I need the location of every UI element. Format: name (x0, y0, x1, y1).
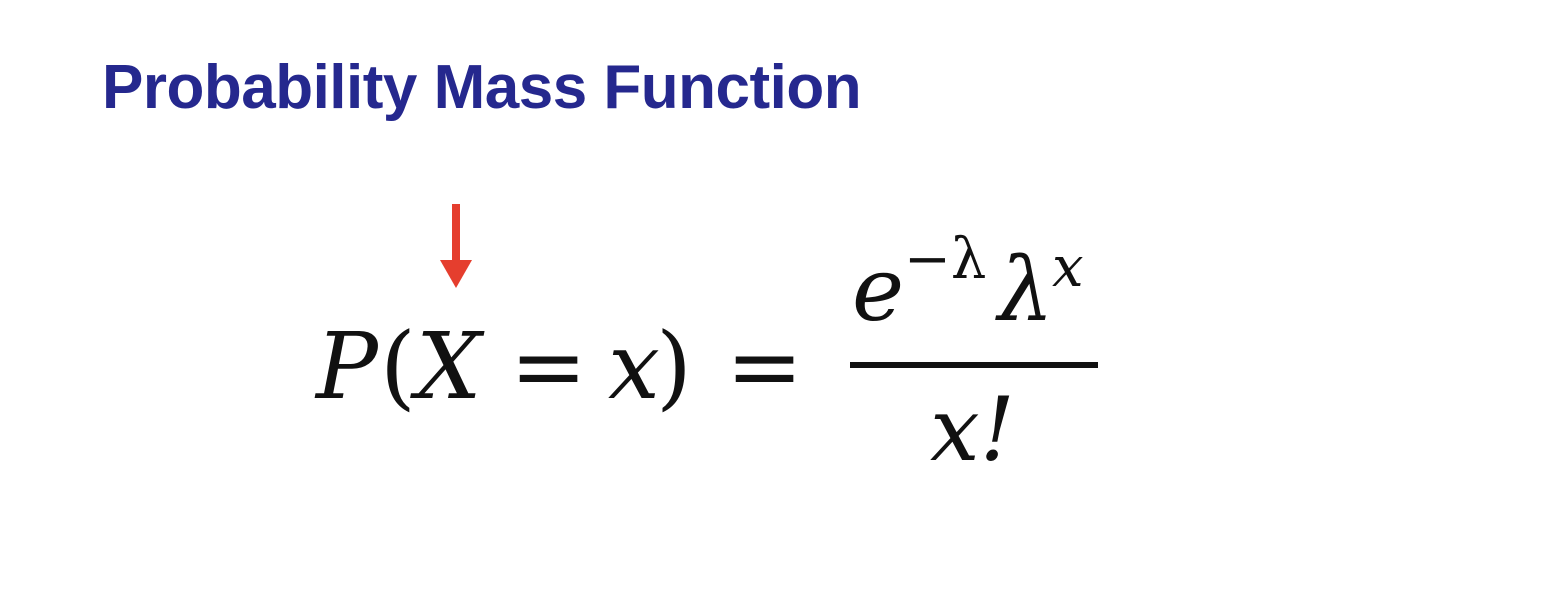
eq-close-paren: ) (656, 313, 692, 420)
eq-numerator-lambda: λ (998, 238, 1054, 341)
eq-value: x (608, 313, 660, 420)
eq-numerator-lambda-exponent: x (1052, 235, 1084, 300)
eq-numerator-exponent: −λ (904, 227, 987, 292)
fraction-bar (850, 362, 1098, 368)
eq-random-variable: X (416, 313, 482, 420)
eq-denominator: x! (930, 378, 1015, 481)
eq-equals: = (726, 313, 804, 420)
slide-title: Probability Mass Function (102, 53, 862, 122)
eq-open-paren: ( (380, 313, 416, 420)
eq-p: P (316, 313, 378, 420)
eq-numerator-base: e (852, 238, 905, 341)
eq-inner-equals: = (510, 313, 588, 420)
